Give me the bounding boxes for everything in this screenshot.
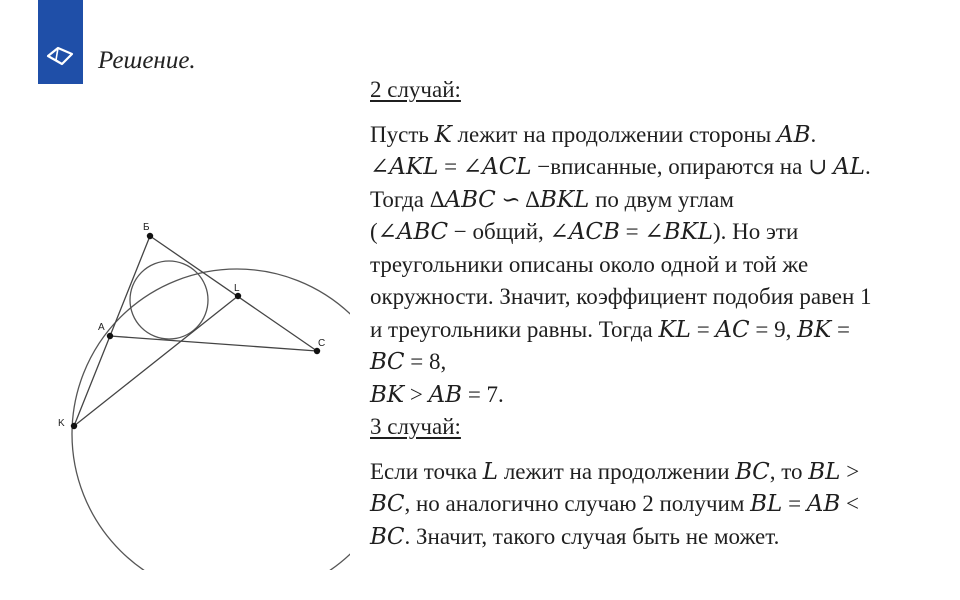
case-2-line: 𝐵𝐾 > 𝐴𝐵 = 7. xyxy=(370,381,504,407)
segment-kb xyxy=(74,236,150,426)
case-2-line: и треугольники равны. Тогда 𝐾𝐿 = 𝐴𝐶 = 9, 𝐵𝐾 = xyxy=(370,316,850,342)
case-2-line: Тогда Δ𝐴𝐵𝐶 ∽ Δ𝐵𝐾𝐿 по двум углам xyxy=(370,186,734,212)
case-3-line: 𝐵𝐶, но аналогично случаю 2 получим 𝐵𝐿 = 𝐴𝐵 < xyxy=(370,491,860,516)
label-b: Б xyxy=(143,222,150,233)
segment-kl xyxy=(74,296,238,426)
case-2-line: окружности. Значит, коэффициент подобия равен 1 xyxy=(370,284,872,309)
open-book-icon xyxy=(46,44,74,68)
label-c: C xyxy=(318,338,326,349)
geometry-diagram xyxy=(50,210,350,570)
top-bar xyxy=(0,0,960,6)
case-2-line: треугольники описаны около одной и той же xyxy=(370,251,809,277)
point-b xyxy=(147,233,153,239)
solution-text xyxy=(370,74,930,553)
case-3-line: 𝐵𝐶. Значит, такого случая быть не может. xyxy=(370,523,780,549)
case-2-line: Пусть 𝐾 лежит на продолжении стороны 𝐴𝐵. xyxy=(370,121,817,147)
case-3-line: Если точка 𝐿 лежит на продолжении 𝐵𝐶, то 𝐵𝐿 > xyxy=(370,458,860,484)
point-k xyxy=(71,423,77,429)
circumcircle xyxy=(72,269,350,570)
case-2-line: ∠𝐴𝐾𝐿 = ∠𝐴𝐶𝐿 −вписанные, опираются на ∪ 𝐴𝐿. xyxy=(370,154,871,179)
case-2-title: 2 случай: xyxy=(370,77,461,102)
segment-ac xyxy=(110,336,317,351)
case-3-title: 3 случай: xyxy=(370,414,461,439)
slide-heading: Решение. xyxy=(98,47,196,74)
label-k: K xyxy=(58,418,65,429)
label-l: L xyxy=(234,283,240,294)
label-a: A xyxy=(98,322,105,333)
case-2-line: (∠𝐴𝐵𝐶 − общий, ∠𝐴𝐶𝐵 = ∠𝐵𝐾𝐿). Но эти xyxy=(370,219,799,244)
slide-badge xyxy=(38,0,83,84)
point-a xyxy=(107,333,113,339)
case-2-line: 𝐵𝐶 = 8, xyxy=(370,349,447,374)
